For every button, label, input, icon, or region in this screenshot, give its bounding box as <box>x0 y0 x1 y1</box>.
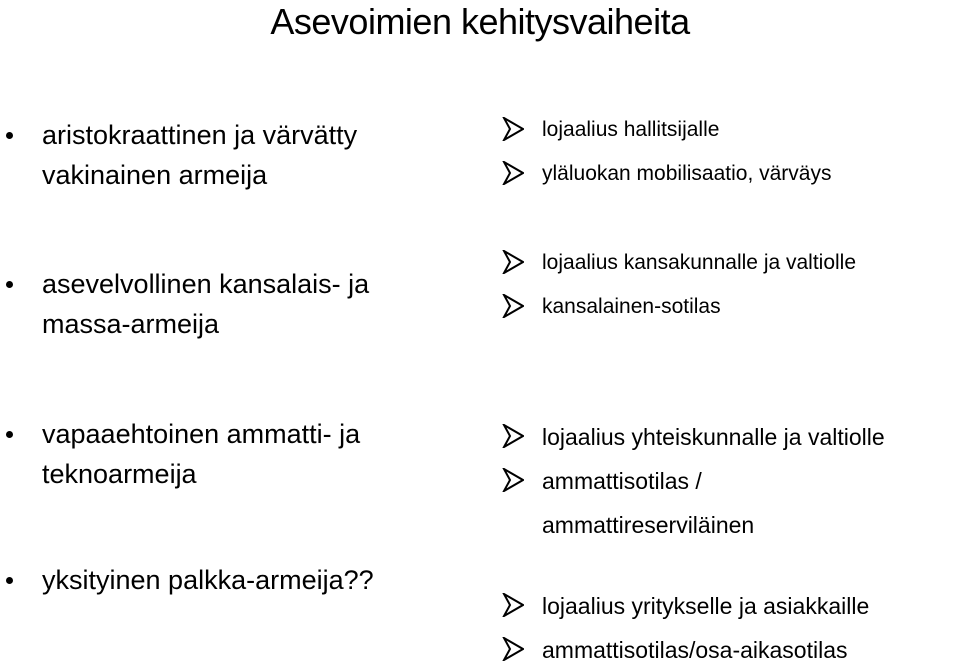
arrow-bullet-icon <box>502 468 524 492</box>
arrow-item <box>502 285 957 329</box>
arrow-item <box>502 241 957 285</box>
arrow-item <box>502 584 957 628</box>
arrow-item-text: ammattisotilas/osa-aikasotilas <box>542 637 848 663</box>
right-group-4 <box>502 584 957 666</box>
arrow-bullet-icon <box>502 294 524 318</box>
left-bullet-1-line-2: vakinainen armeija <box>42 160 268 190</box>
bullet-dot-icon <box>6 281 13 288</box>
bullet-dot-icon <box>6 431 13 438</box>
arrow-item-continuation <box>502 503 957 547</box>
arrow-bullet-icon <box>502 117 524 141</box>
arrow-bullet-icon <box>502 250 524 274</box>
arrow-bullet-icon <box>502 424 524 448</box>
left-bullet-3-line-2: teknoarmeija <box>42 459 197 489</box>
arrow-bullet-icon <box>502 637 524 661</box>
right-group-1 <box>502 108 957 196</box>
arrow-item-text: lojaalius hallitsijalle <box>542 118 720 141</box>
arrow-item <box>502 152 957 196</box>
left-bullet-1-line-1: aristokraattinen ja värvätty <box>42 120 358 150</box>
slide-title: Asevoimien kehitysvaiheita <box>270 1 690 42</box>
arrow-item <box>502 415 957 459</box>
bullet-dot-icon <box>6 132 13 139</box>
arrow-item <box>502 108 957 152</box>
left-bullet-3-line-1: vapaaehtoinen ammatti- ja <box>42 419 361 449</box>
left-bullet-1 <box>0 115 470 195</box>
arrow-item-text: lojaalius yritykselle ja asiakkaille <box>542 593 870 619</box>
arrow-bullet-icon <box>502 593 524 617</box>
right-group-3 <box>502 415 957 547</box>
arrow-item <box>502 628 957 666</box>
right-group-2 <box>502 241 957 329</box>
arrow-item-text: yläluokan mobilisaatio, värväys <box>542 162 832 185</box>
left-bullet-2-line-1: asevelvollinen kansalais- ja <box>42 269 370 299</box>
left-bullet-4-line-1: yksityinen palkka-armeija?? <box>42 565 374 595</box>
arrow-bullet-icon <box>502 161 524 185</box>
arrow-item-text: kansalainen-sotilas <box>542 295 721 318</box>
arrow-item <box>502 459 957 503</box>
bullet-dot-icon <box>6 577 13 584</box>
arrow-item-text: lojaalius kansakunnalle ja valtiolle <box>542 251 857 274</box>
arrow-item-text: ammattireserviläinen <box>542 512 755 538</box>
left-bullet-2-line-2: massa-armeija <box>42 309 220 339</box>
left-bullet-3 <box>0 414 470 494</box>
arrow-item-text: lojaalius yhteiskunnalle ja valtiolle <box>542 424 885 450</box>
left-bullet-4 <box>0 560 470 600</box>
left-bullet-2 <box>0 264 470 344</box>
arrow-item-text: ammattisotilas / <box>542 468 702 494</box>
